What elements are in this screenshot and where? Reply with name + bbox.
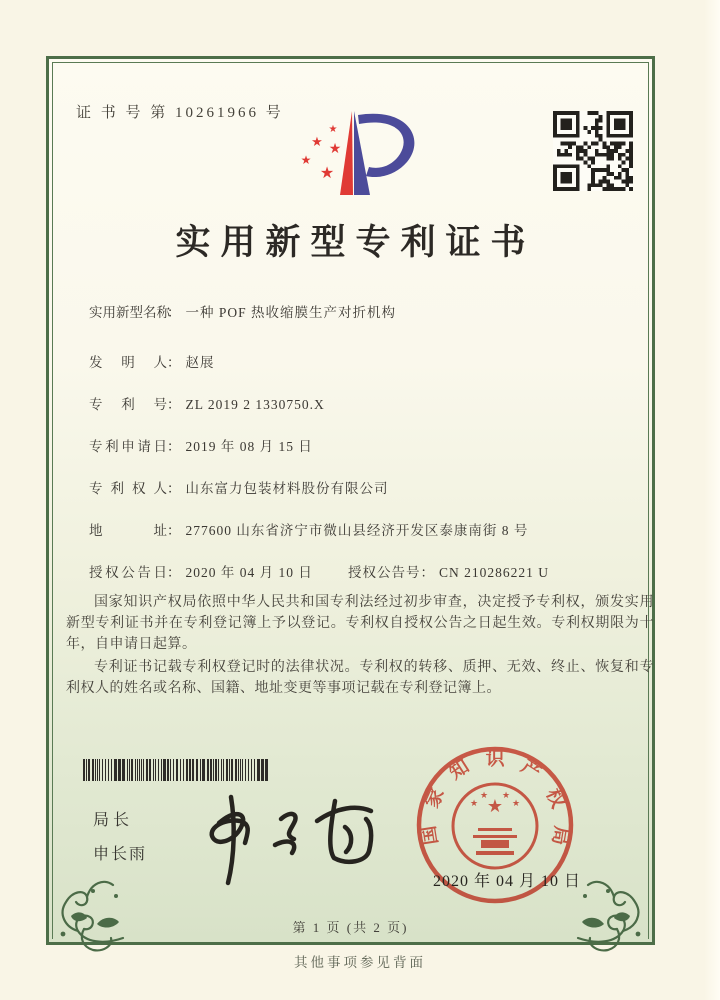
logo-star-icon: ★ [319, 163, 335, 182]
field-grant-number [348, 561, 549, 581]
logo-star-icon: ★ [328, 124, 338, 135]
field-row-grant-date [89, 561, 622, 581]
field-row-inventor [89, 351, 622, 371]
emblem-star-icon: ★ [486, 796, 504, 817]
field-label: 地址 [89, 523, 167, 538]
field-label: 专利号 [89, 397, 167, 412]
cnipa-logo [278, 105, 458, 217]
field-label: 专利权人 [89, 481, 167, 496]
field-value: 一种 POF 热收缩膜生产对折机构 [185, 305, 397, 320]
handwritten-signature [197, 785, 387, 895]
colon: ： [167, 397, 181, 412]
field-value: 山东富力包装材料股份有限公司 [185, 481, 389, 496]
field-value: 2020 年 04 月 10 日 [185, 565, 313, 580]
logo-star-icon: ★ [328, 141, 342, 157]
page-number: 第 1 页 (共 2 页) [292, 920, 409, 935]
emblem-star-icon: ★ [469, 799, 479, 809]
field-value: 277600 山东省济宁市微山县经济开发区泰康南街 8 号 [185, 523, 529, 538]
logo-star-icon: ★ [311, 135, 323, 150]
field-label: 发明人 [89, 355, 167, 370]
corner-flourish-left [41, 872, 125, 956]
field-value: 2019 年 08 月 15 日 [185, 439, 313, 454]
emblem-star-icon: ★ [479, 791, 489, 801]
colon: ： [167, 355, 181, 370]
emblem-star-icon: ★ [501, 791, 511, 801]
colon: ： [167, 439, 181, 454]
barcode [83, 759, 269, 781]
commissioner-name: 申长雨 [93, 846, 148, 863]
field-value: 赵展 [185, 355, 215, 370]
qr-code [553, 111, 633, 191]
national-emblem [453, 784, 537, 868]
certificate-title: 实用新型专利证书 [175, 223, 536, 262]
tiananmen-glyph [473, 828, 517, 855]
colon: ： [167, 305, 181, 320]
field-label: 实用新型名称 [89, 305, 170, 320]
scan-edge-shading [704, 0, 720, 1000]
commissioner-title: 局长 [93, 812, 134, 829]
corner-flourish-right [576, 872, 660, 956]
colon: ： [167, 523, 181, 538]
certificate-number: 证 书 号 第 10261966 号 [76, 105, 284, 121]
seal-date: 2020 年 04 月 10 日 [433, 873, 582, 890]
field-label: 授权公告日 [89, 565, 167, 580]
logo-star-icon: ★ [300, 153, 312, 167]
colon: ： [420, 565, 434, 580]
colon: ： [167, 481, 181, 496]
legal-paragraph-grant: 国家知识产权局依照中华人民共和国专利法经过初步审查，决定授予专利权，颁发实用新型专利证书并在专利登记簿上予以登记。专利权自授权公告之日起生效。专利权期限为十年，自申请日起算。 [66, 595, 654, 652]
legal-paragraph-register: 专利证书记载专利权登记时的法律状况。专利权的转移、质押、无效、终止、恢复和专利权人的姓名或名称、国籍、地址变更等事项记载在专利登记簿上。 [66, 660, 654, 696]
field-row-patentee [89, 477, 622, 497]
field-row-patent-number [89, 393, 622, 413]
field-row-utility-model-name [89, 301, 622, 321]
field-row-address [89, 519, 622, 539]
certificate-frame [46, 56, 655, 945]
field-value: ZL 2019 2 1330750.X [185, 397, 325, 412]
emblem-star-icon: ★ [511, 799, 521, 809]
field-value: CN 210286221 U [439, 565, 550, 580]
back-note: 其他事项参见背面 [294, 955, 426, 970]
field-label: 专利申请日 [89, 439, 167, 454]
seal-ring-text: 国家知识产权局 [418, 749, 572, 847]
field-row-filing-date [89, 435, 622, 455]
colon: ： [167, 565, 181, 580]
field-label: 授权公告号 [348, 565, 421, 580]
